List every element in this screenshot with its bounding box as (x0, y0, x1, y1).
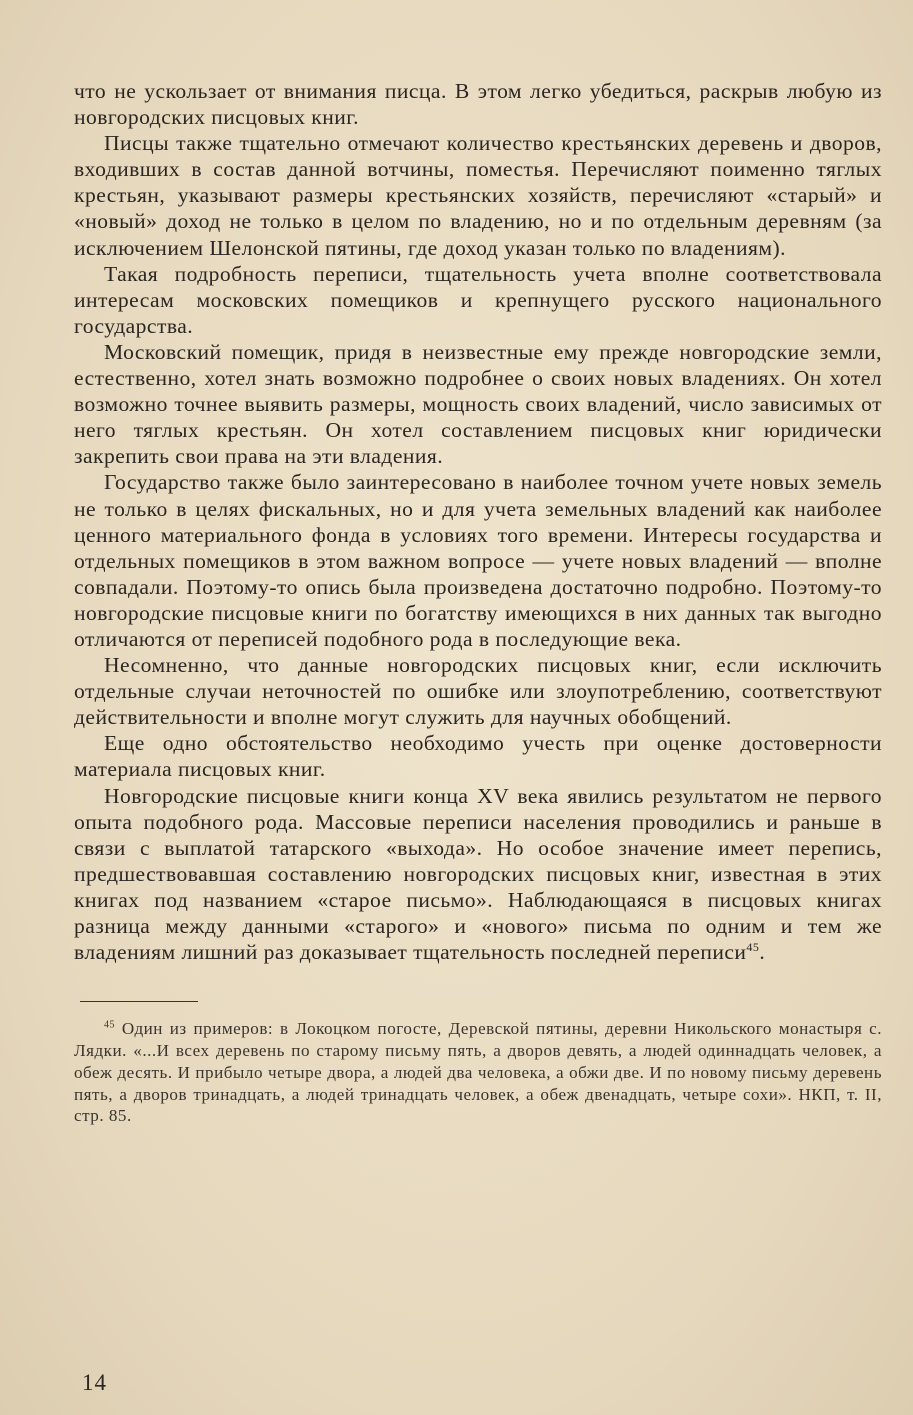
paragraph-5: Государство также было заинтересовано в наиболее точном учете новых земель не только в целях фискальных, но и для учета земельных владений как наиболее ценного материального фонда в условиях того времени. Интересы государства и отдельных помещиков в этом важном вопросе — учете новых владений — вполне совпадали. Поэтому-то опись была произведена достаточно подробно. Поэтому-то новгородские писцовые книги по богатству имеющихся в них данных так выгодно отличаются от переписей подобного рода в последующие века. (74, 470, 882, 651)
footnote-text: Один из примеров: в Локоцком погосте, Деревской пятины, деревни Никольского монастыря с. Лядки. «...И всех деревень по старому письму пять, а дворов девять, а людей одиннадцать человек, а обеж десять. И прибыло четыре двора, а людей два человека, а обжи две. И по новому письму деревень пять, а дворов тринадцать, а людей тринадцать человек, а обеж двенадцать, четыре сохи». НКП, т. II, стр. 85. (74, 1019, 883, 1126)
footnote-separator (80, 1001, 198, 1002)
footnote-marker: 45 (104, 1019, 115, 1031)
footnote (74, 1018, 882, 1127)
paragraph-7: Еще одно обстоятельство необходимо учесть при оценке достоверности материала писцовых книг. (74, 731, 882, 782)
book-page (74, 78, 882, 1398)
paragraph-3: Такая подробность переписи, тщательность учета вполне соответствовала интересам московских помещиков и крепнущего русского национального государства. (74, 261, 882, 338)
page-number: 14 (82, 1370, 107, 1395)
footnote-reference: 45 (746, 939, 760, 954)
paragraph-8-text: Новгородские писцовые книги конца XV века явились результатом не первого опыта подобного рода. Массовые переписи населения проводились и раньше в связи с выплатой татарского «выхода». Но особое значение имеет перепись, предшествовавшая составлению новгородских писцовых книг, известная в этих книгах под названием «старое письмо». Наблюдающаяся в писцовых книгах разница между данными «старого» и «нового» письма по одним и тем же владениям лишний раз доказывает тщательность последней переписи (74, 783, 882, 965)
paragraph-1: что не ускользает от внимания писца. В этом легко убедиться, раскрыв любую из новгородских писцовых книг. (74, 79, 882, 130)
main-text (74, 78, 882, 965)
paragraph-6: Несомненно, что данные новгородских писцовых книг, если исключить отдельные случаи неточностей по ошибке или злоупотреблению, соответствуют действительности и вполне могут служить для научных обобщений. (74, 653, 882, 730)
paragraph-2: Писцы также тщательно отмечают количество крестьянских деревень и дворов, входивших в состав данной вотчины, поместья. Перечисляют поименно тяглых крестьян, указывают размеры крестьянских хозяйств, перечисляют «старый» и «новый» доход не только в целом по владению, но и по отдельным деревням (за исключением Шелонской пятины, где доход указан только по владениям). (74, 131, 882, 260)
paragraph-8: Новгородские писцовые книги конца XV века явились результатом не первого опыта подобного рода. Массовые переписи населения проводились и раньше в связи с выплатой татарского «выхода». Но особое значение имеет перепись, предшествовавшая составлению новгородских писцовых книг, известная в этих книгах под названием «старое письмо». Наблюдающаяся в писцовых книгах разница между данными «старого» и «нового» письма по одним и тем же владениям лишний раз доказывает тщательность последней переписи$^{45}$. (74, 783, 882, 965)
paragraph-4: Московский помещик, придя в неизвестные ему прежде новгородские земли, естественно, хотел знать возможно подробнее о своих новых владениях. Он хотел возможно точнее выявить размеры, мощность своих владений, число зависимых от него тяглых крестьян. Он хотел составлением писцовых книг юридически закрепить свои права на эти владения. (74, 339, 882, 469)
